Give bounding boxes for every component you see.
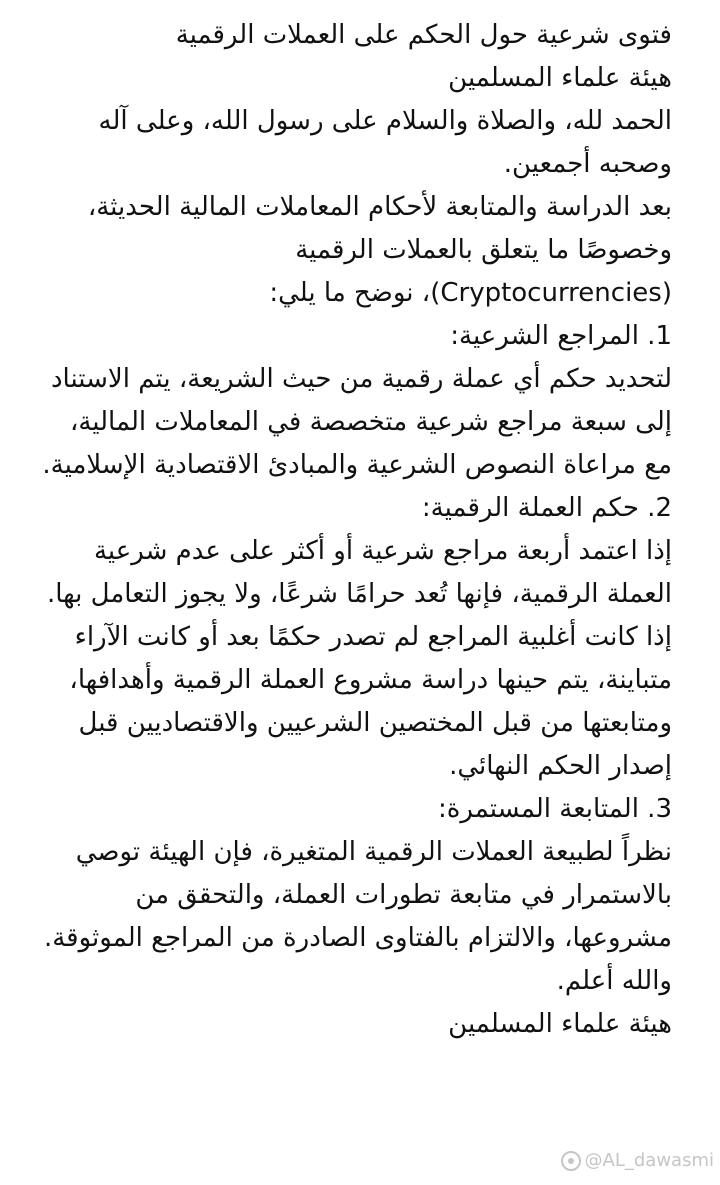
section-paragraph: لتحديد حكم أي عملة رقمية من حيث الشريعة، يتم الاستناد إلى سبعة مراجع شرعية متخصصة في المعاملات المالية، مع مراعاة النصوص الشرعية والمبادئ الاقتصادية الإسلامية. [42,364,672,480]
closing-phrase: والله أعلم. [556,966,672,996]
section-paragraph: نظراً لطبيعة العملات الرقمية المتغيرة، فإن الهيئة توصي بالاستمرار في متابعة تطورات العملة، والتحقق من مشروعها، والالتزام بالفتاوى الصادرة من المراجع الموثوقة. [43,837,672,953]
watermark-text: @AL_dawasmi [584,1150,714,1171]
introduction: بعد الدراسة والمتابعة لأحكام المعاملات المالية الحديثة، وخصوصًا ما يتعلق بالعملات الرقمية (Cryptocurrencies)، نوضح ما يلي: [87,192,672,308]
signature: هيئة علماء المسلمين [448,1009,672,1039]
weibo-icon [561,1151,581,1171]
watermark [561,1150,714,1171]
section-paragraph: إذا كانت أغلبية المراجع لم تصدر حكمًا بعد أو كانت الآراء متباينة، يتم حينها دراسة مشروع العملة الرقمية وأهدافها، ومتابعتها من قبل المختصين الشرعيين والاقتصاديين قبل إصدار الحكم النهائي. [69,622,672,781]
section-paragraph: إذا اعتمد أربعة مراجع شرعية أو أكثر على عدم شرعية العملة الرقمية، فإنها تُعد حرامًا شرعًا، ولا يجوز التعامل بها. [46,536,672,609]
opening-praise: الحمد لله، والصلاة والسلام على رسول الله، وعلى آله وصحبه أجمعين. [98,106,672,179]
document-issuer: هيئة علماء المسلمين [448,63,672,93]
section-heading-ruling: 2. حكم العملة الرقمية: [421,493,672,523]
section-heading-followup: 3. المتابعة المستمرة: [438,794,672,824]
document-title: فتوى شرعية حول الحكم على العملات الرقمية [175,20,672,50]
section-heading-references: 1. المراجع الشرعية: [450,321,672,351]
